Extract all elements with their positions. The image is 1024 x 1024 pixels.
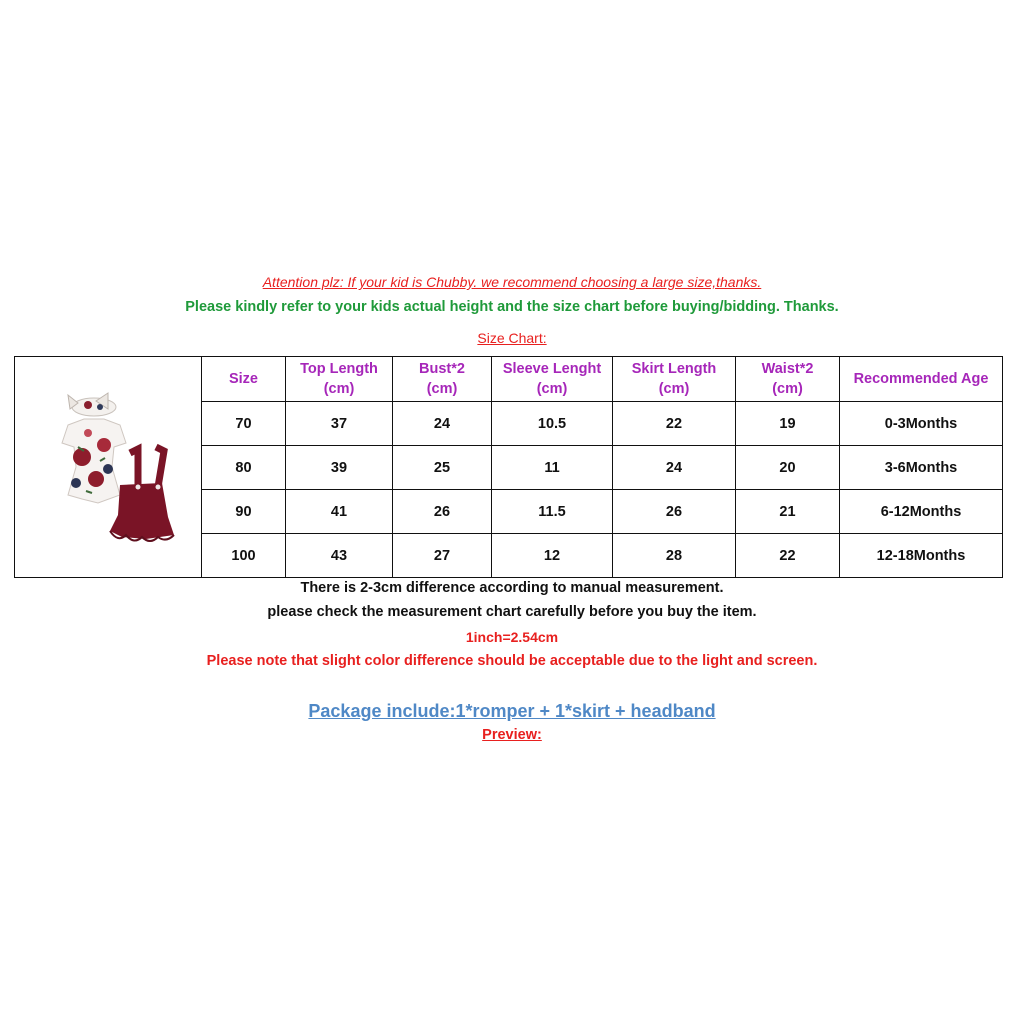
table-cell: 28 bbox=[613, 534, 736, 578]
table-cell: 12 bbox=[492, 534, 613, 578]
table-cell: 24 bbox=[393, 402, 492, 446]
check-chart-note: please check the measurement chart carefully before you buy the item. bbox=[267, 604, 757, 620]
header-top-length: Top Length (cm) bbox=[286, 357, 393, 402]
table-cell: 10.5 bbox=[492, 402, 613, 446]
table-cell: 39 bbox=[286, 446, 393, 490]
table-cell: 21 bbox=[736, 490, 840, 534]
table-cell: 6-12Months bbox=[840, 490, 1003, 534]
header-bust: Bust*2 (cm) bbox=[393, 357, 492, 402]
table-cell: 0-3Months bbox=[840, 402, 1003, 446]
table-cell: 22 bbox=[613, 402, 736, 446]
size-chart-label: Size Chart: bbox=[477, 330, 547, 346]
refer-notice: Please kindly refer to your kids actual height and the size chart before buying/bidding. Thanks. bbox=[185, 299, 839, 315]
table-cell: 41 bbox=[286, 490, 393, 534]
product-image bbox=[15, 357, 202, 578]
header-waist: Waist*2 (cm) bbox=[736, 357, 840, 402]
header-size: Size bbox=[202, 357, 286, 402]
table-cell: 22 bbox=[736, 534, 840, 578]
measurement-difference-note: There is 2-3cm difference according to manual measurement. bbox=[300, 580, 724, 596]
table-cell: 100 bbox=[202, 534, 286, 578]
table-cell: 26 bbox=[393, 490, 492, 534]
header-recommended-age: Recommended Age bbox=[840, 357, 1003, 402]
table-cell: 27 bbox=[393, 534, 492, 578]
table-cell: 25 bbox=[393, 446, 492, 490]
table-cell: 70 bbox=[202, 402, 286, 446]
package-include-link[interactable]: Package include:1*romper + 1*skirt + headband bbox=[308, 701, 716, 721]
color-difference-note: Please note that slight color difference should be acceptable due to the light and screen. bbox=[206, 653, 818, 669]
attention-notice: Attention plz: If your kid is Chubby. we recommend choosing a large size,thanks. bbox=[262, 274, 762, 290]
table-cell: 24 bbox=[613, 446, 736, 490]
preview-label: Preview: bbox=[482, 727, 542, 743]
table-cell: 43 bbox=[286, 534, 393, 578]
baby-outfit-icon bbox=[38, 387, 178, 547]
size-chart-table bbox=[14, 356, 1003, 578]
table-cell: 11.5 bbox=[492, 490, 613, 534]
inch-conversion-note: 1inch=2.54cm bbox=[465, 629, 559, 645]
table-cell: 90 bbox=[202, 490, 286, 534]
table-header-row bbox=[15, 357, 1003, 402]
table-cell: 26 bbox=[613, 490, 736, 534]
table-cell: 19 bbox=[736, 402, 840, 446]
table-cell: 3-6Months bbox=[840, 446, 1003, 490]
table-cell: 20 bbox=[736, 446, 840, 490]
table-cell: 11 bbox=[492, 446, 613, 490]
table-cell: 80 bbox=[202, 446, 286, 490]
table-cell: 12-18Months bbox=[840, 534, 1003, 578]
table-cell: 37 bbox=[286, 402, 393, 446]
header-skirt-length: Skirt Length (cm) bbox=[613, 357, 736, 402]
header-sleeve-length: Sleeve Lenght (cm) bbox=[492, 357, 613, 402]
